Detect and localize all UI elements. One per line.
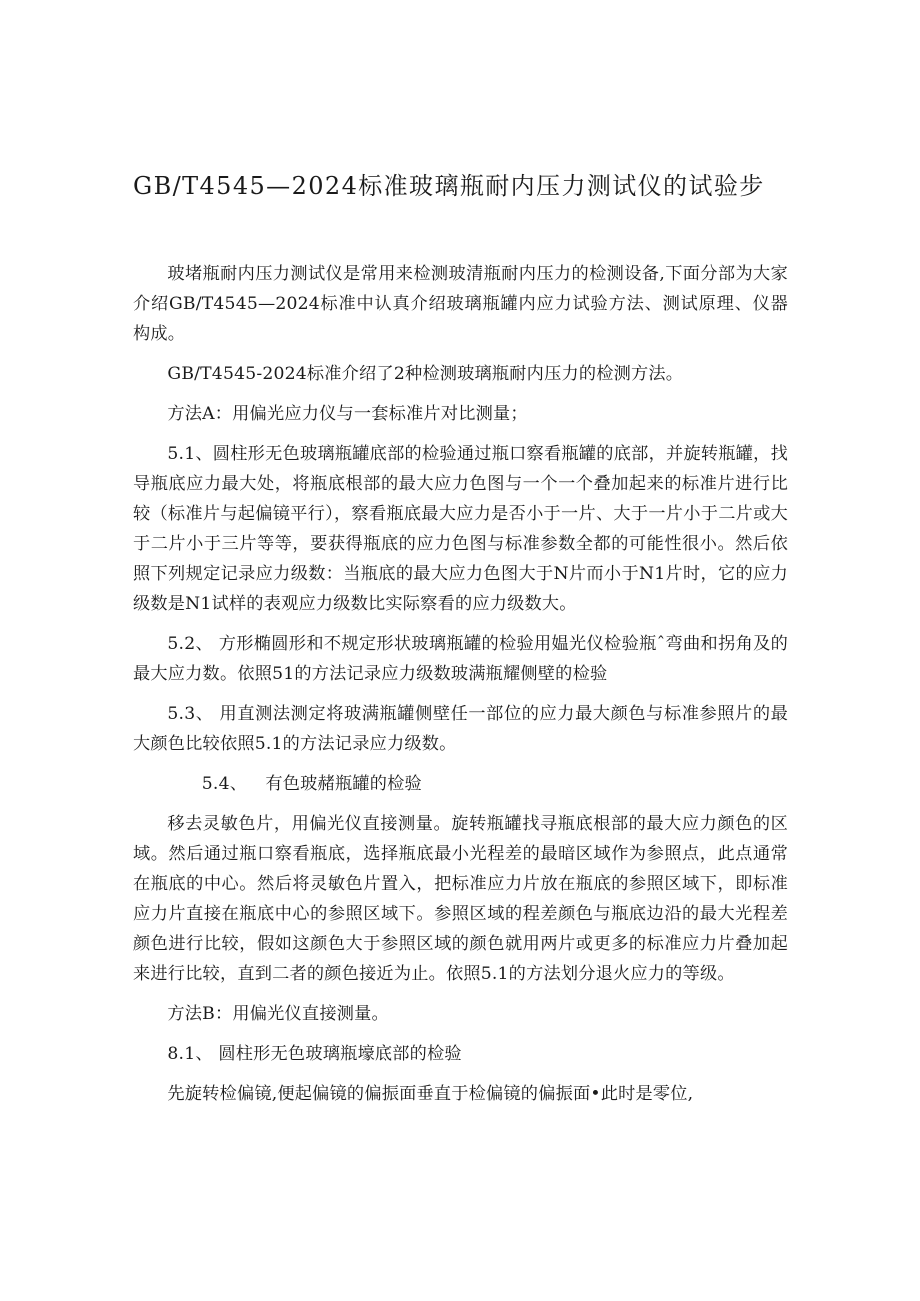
document-body <box>133 259 788 1119</box>
document-title: GB/T4545—2024标准玻璃瓶耐内压力测试仪的试验步 <box>133 172 765 200</box>
paragraph-analyzer-rotation: 先旋转检偏镜,便起偏镜的偏振面垂直于检偏镜的偏振面•此时是零位, <box>167 1084 694 1104</box>
paragraph-section-5-1: 5.1、圆柱形无色玻璃瓶罐底部的检验通过瓶口察看瓶罐的底部，并旋转瓶罐，找导瓶底应力最大处，将瓶底根部的最大应力色图与一个一个叠加起来的标准片进行比较（标准片与起偏镜平行），察看瓶底最大应力是否小于一片、大于一片小于二片或大于二片小于三片等等，要获得瓶底的应力色图与标准参数全都的可能性很小。然后依照下列规定记录应力级数：当瓶底的最大应力色图大于N片而小于N1片时，它的应力级数是N1试样的表观应力级数比实际察看的应力级数大。 <box>133 444 788 614</box>
paragraph-section-8-1: 8.1、 圆柱形无色玻璃瓶壕底部的检验 <box>167 1044 462 1064</box>
paragraph-colored-glass: 移去灵敏色片，用偏光仪直接测量。旋转瓶罐找寻瓶底根部的最大应力颜色的区域。然后通过瓶口察看瓶底，选择瓶底最小光程差的最暗区域作为参照点，此点通常在瓶底的中心。然后将灵敏色片置入，把标准应力片放在瓶底的参照区域下，即标准应力片直接在瓶底中心的参照区域下。参照区域的程差颜色与瓶底边沿的最大光程差颜色进行比较，假如这颜色大于参照区域的颜色就用两片或更多的标准应力片叠加起来进行比较，直到二者的颜色接近为止。依照5.1的方法划分退火应力的等级。 <box>133 814 788 984</box>
paragraph-method-a: 方法A：用偏光应力仪与一套标准片对比测量； <box>167 404 528 424</box>
paragraph-methods-summary: GB/T4545-2024标准介绍了2种检测玻璃瓶耐内压力的检测方法。 <box>167 364 684 384</box>
paragraph-section-5-4 <box>133 769 788 799</box>
section-5-4-heading: 有色玻赭瓶罐的检验 <box>265 774 422 794</box>
paragraph-section-5-3: 5.3、 用直测法测定将玻满瓶罐侧壁任一部位的应力最大颜色与标准参照片的最大颜色比较依照5.1的方法记录应力级数。 <box>133 704 788 754</box>
paragraph-section-5-2: 5.2、 方形椭圆形和不规定形状玻璃瓶罐的检验用媪光仪检验瓶ˆ弯曲和拐角及的最大应力数。依照51的方法记录应力级数玻满瓶耀侧壁的检验 <box>133 634 788 684</box>
paragraph-intro: 玻堵瓶耐内压力测试仪是常用来检测玻清瓶耐内压力的检测设备,下面分部为大家介绍GB/T4545—2024标准中认真介绍玻璃瓶罐内应力试验方法、测试原理、仪器构成。 <box>133 264 788 344</box>
paragraph-method-b: 方法B：用偏光仪直接测量。 <box>167 1004 389 1024</box>
section-5-4-number: 5.4、 <box>201 774 248 794</box>
